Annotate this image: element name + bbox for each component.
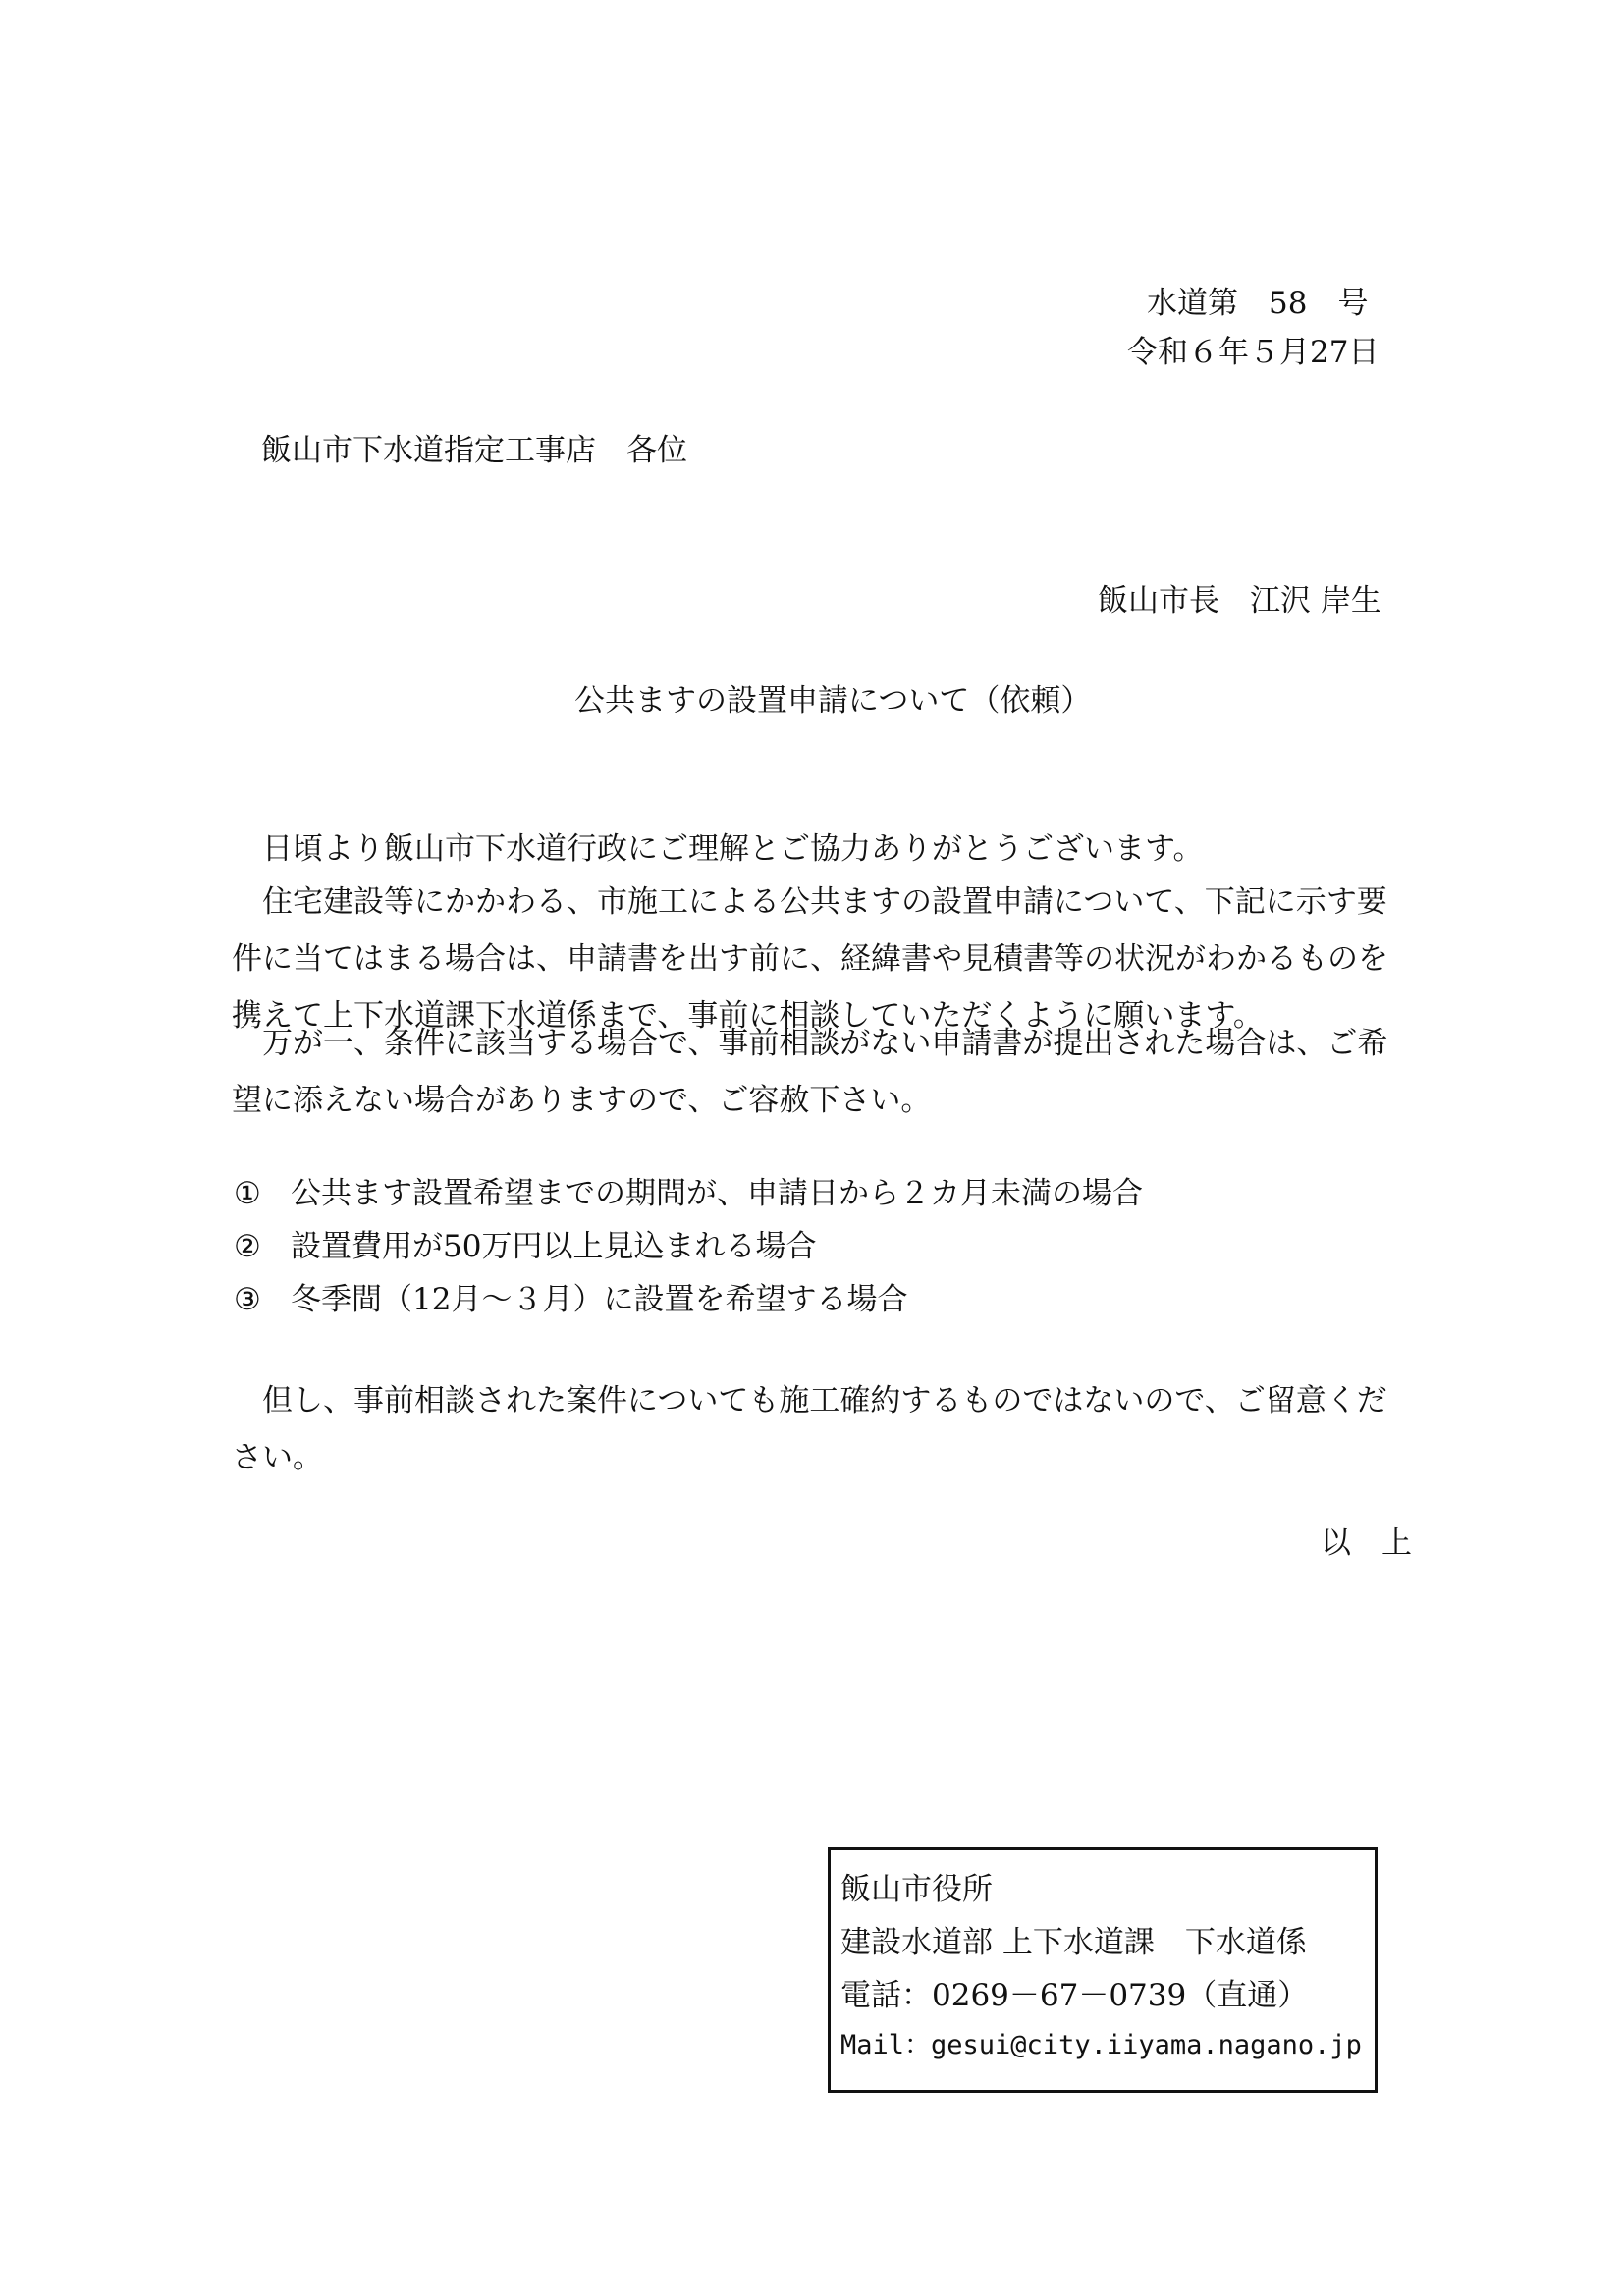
document-number: 水道第 58 号 <box>1147 286 1369 321</box>
condition-text: 公共ます設置希望までの期間が、申請日から２カ月未満の場合 <box>291 1176 1143 1211</box>
condition-number: ② <box>234 1229 261 1264</box>
body-paragraph-request: 住宅建設等にかかわる、市施工による公共ますの設置申請について、下記に示す要件に当てはまる場合は、申請書を出す前に、経緯書や見積書等の状況がわかるものを携えて上下水道課下水道係まで、事前に相談していただくように願います。 <box>232 884 1388 1034</box>
document-date: 令和６年５月27日 <box>1127 335 1380 370</box>
closing-mark: 以 上 <box>1321 1525 1412 1561</box>
contact-office: 飯山市役所 <box>840 1872 993 1907</box>
condition-number: ③ <box>234 1282 261 1317</box>
contact-mail: Mail：gesui@city.iiyama.nagano.jp <box>840 2030 1362 2060</box>
contact-box <box>828 1847 1378 2093</box>
addressee: 飯山市下水道指定工事店 各位 <box>261 433 687 468</box>
note-paragraph: 但し、事前相談された案件についても施工確約するものではないので、ご留意ください。 <box>232 1383 1387 1475</box>
condition-text: 冬季間（12月～３月）に設置を希望する場合 <box>291 1282 908 1317</box>
contact-phone: 電話：0269－67－0739（直通） <box>840 1978 1309 2013</box>
condition-text: 設置費用が50万円以上見込まれる場合 <box>291 1229 817 1264</box>
body-paragraph-warning: 万が一、条件に該当する場合で、事前相談がない申請書が提出された場合は、ご希望に添えない場合がありますので、ご容赦下さい。 <box>232 1026 1388 1118</box>
contact-department: 建設水道部 上下水道課 下水道係 <box>840 1925 1307 1960</box>
page-title: 公共ますの設置申請について（依頼） <box>574 683 1092 719</box>
condition-item <box>234 1168 1143 1212</box>
sender: 飯山市長 江沢 岸生 <box>1098 583 1381 618</box>
body-paragraph-greeting: 日頃より飯山市下水道行政にご理解とご協力ありがとうございます。 <box>262 831 1204 867</box>
condition-item <box>234 1274 907 1318</box>
condition-number: ① <box>234 1176 261 1211</box>
condition-item <box>234 1221 816 1265</box>
